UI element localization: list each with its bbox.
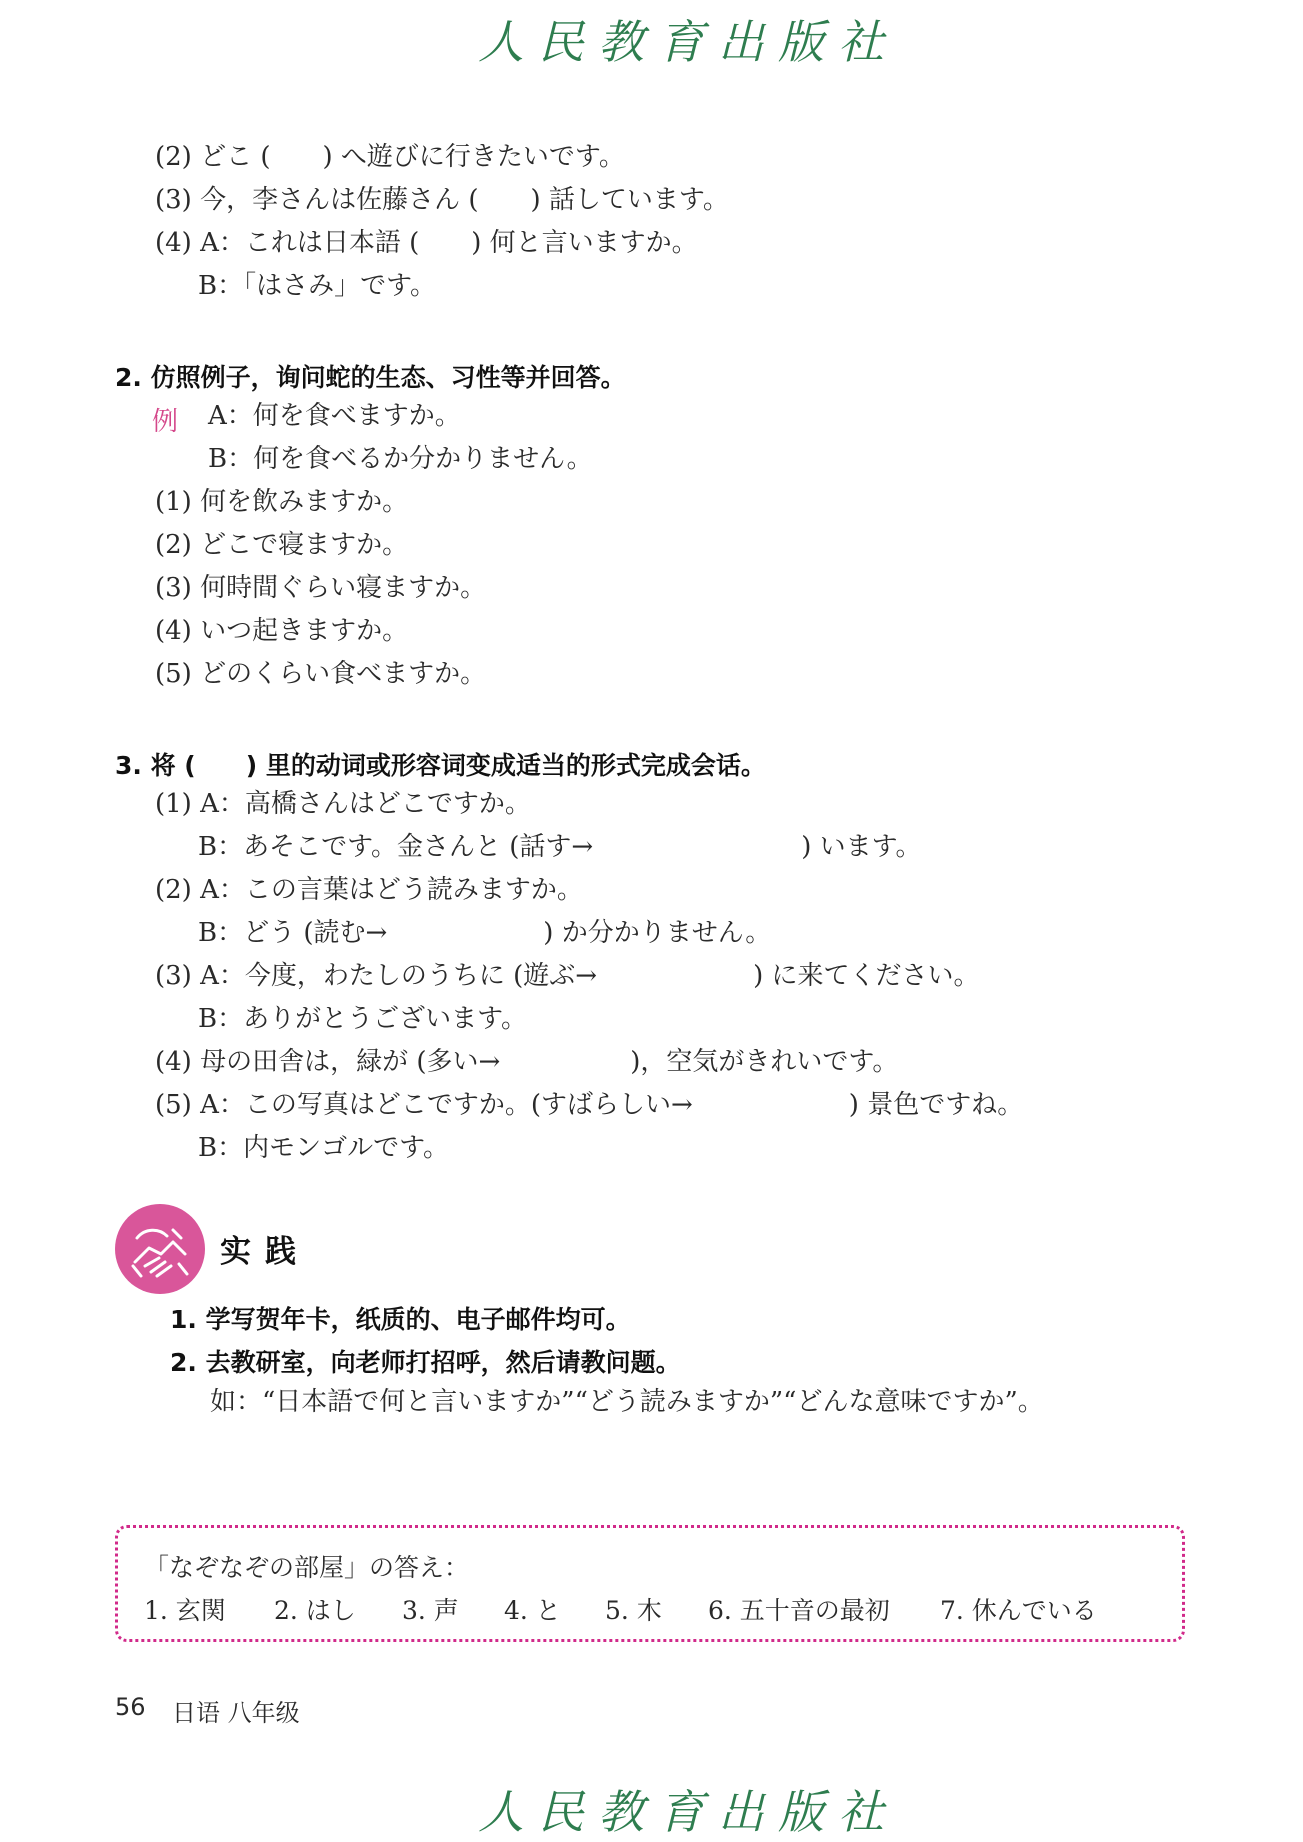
- exercise3-line-3b: B：ありがとうございます。: [198, 1004, 528, 1034]
- exercise3-line-4: (4) 母の田舎は，緑が (多い→ )，空気がきれいです。: [155, 1047, 899, 1077]
- practice-item-1: 1. 学写贺年卡，纸质的、电子邮件均可。: [170, 1305, 631, 1334]
- answer-item-1: 1. 玄関: [144, 1596, 226, 1625]
- exercise1-line-4b: B：「はさみ」です。: [198, 271, 437, 301]
- exercise3-line-3a: (3) A：今度，わたしのうちに (遊ぶ→ ) に来てください。: [155, 961, 980, 991]
- example-line-b: B：何を食べるか分かりません。: [208, 444, 593, 474]
- page-number: 56: [115, 1693, 146, 1721]
- answer-item-6: 6. 五十音の最初: [708, 1596, 890, 1625]
- example-mark: 例: [152, 407, 179, 437]
- riddle-answer-box: [115, 1525, 1185, 1642]
- publisher-logo-top: 人民教育出版社: [478, 15, 898, 69]
- exercise1-line-2: (2) どこ ( ) へ遊びに行きたいです。: [155, 142, 625, 172]
- exercise3-line-2a: (2) A：この言葉はどう読みますか。: [155, 875, 583, 905]
- answer-item-3: 3. 声: [402, 1596, 459, 1625]
- exercise2-title: 2. 仿照例子，询问蛇的生态、习性等并回答。: [115, 363, 626, 392]
- practice-item-2: 2. 去教研室，向老师打招呼，然后请教问题。: [170, 1348, 681, 1377]
- answer-heading: 「なぞなぞの部屋」の答え：: [144, 1553, 470, 1582]
- answer-item-5: 5. 木: [605, 1596, 662, 1625]
- book-title: 日语 八年级: [172, 1699, 300, 1727]
- exercise3-line-5a: (5) A：この写真はどこですか。(すばらしい→ ) 景色ですね。: [155, 1090, 1024, 1120]
- handshake-icon: [115, 1204, 205, 1294]
- example-line-a: A：何を食べますか。: [208, 401, 461, 431]
- exercise3-title: 3. 将 ( ) 里的动词或形容词变成适当的形式完成会话。: [115, 751, 766, 780]
- practice-title: 实践: [220, 1234, 310, 1270]
- answer-item-2: 2. はし: [274, 1596, 356, 1625]
- exercise3-line-2b: B：どう (読む→ ) か分かりません。: [198, 918, 772, 948]
- exercise3-line-1b: B：あそこです。金さんと (話す→ ) います。: [198, 832, 922, 862]
- exercise1-line-3: (3) 今，李さんは佐藤さん ( ) 話しています。: [155, 185, 729, 215]
- exercise3-line-1a: (1) A：高橋さんはどこですか。: [155, 789, 531, 819]
- publisher-logo-bottom: 人民教育出版社: [478, 1785, 898, 1839]
- exercise2-item-3: (3) 何時間ぐらい寝ますか。: [155, 573, 487, 603]
- exercise3-line-5b: B：内モンゴルです。: [198, 1133, 450, 1163]
- exercise1-line-4a: (4) A：これは日本語 ( ) 何と言いますか。: [155, 228, 698, 258]
- exercise2-item-4: (4) いつ起きますか。: [155, 616, 409, 646]
- answer-item-4: 4. と: [504, 1596, 561, 1625]
- exercise2-item-5: (5) どのくらい食べますか。: [155, 659, 487, 689]
- exercise2-item-1: (1) 何を飲みますか。: [155, 487, 409, 517]
- answer-item-7: 7. 休んでいる: [940, 1596, 1097, 1625]
- exercise2-item-2: (2) どこで寝ますか。: [155, 530, 409, 560]
- practice-item-2-example: 如：“日本語で何と言いますか”“どう読みますか”“どんな意味ですか”。: [210, 1387, 1044, 1417]
